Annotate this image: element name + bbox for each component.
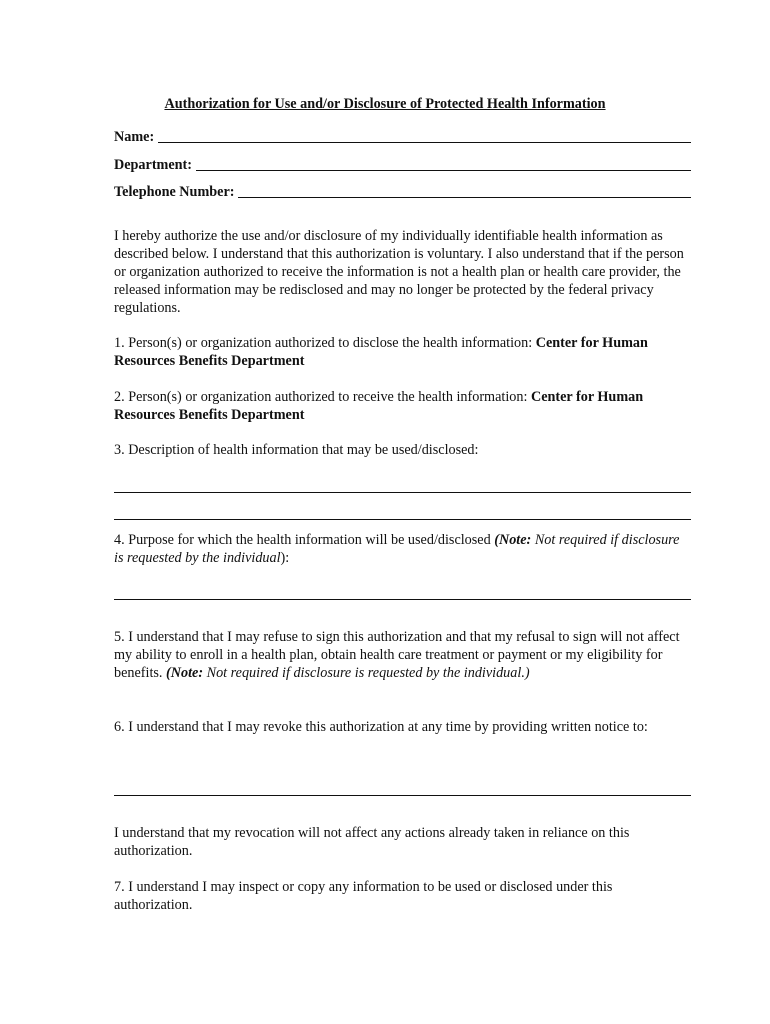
item-4-answer-line[interactable]: [114, 599, 691, 600]
telephone-label: Telephone Number:: [114, 184, 235, 200]
item-4-note-open: (: [494, 532, 499, 548]
item-2-receiving-party: Center for Human Resources Benefits Department: [114, 389, 644, 423]
item-3-answer-line-2[interactable]: [114, 519, 691, 520]
item-1-disclosing-party: Center for Human Resources Benefits Department: [114, 335, 648, 369]
item-4-note-text: Not required if disclosure is requested by the individual: [114, 532, 680, 566]
revocation-note-paragraph: I understand that my revocation will not affect any actions already taken in reliance on this authorization.: [114, 825, 630, 859]
intro-paragraph: I hereby authorize the use and/or disclosure of my individually identifiable health information as described below. I understand that this authorization is voluntary. I also understand that if the person or organization authorized to receive the information is not a health plan or health care provider, the released information may be redisclosed and may no longer be protected by the federal privacy regulations.: [114, 228, 684, 316]
item-4-note-label: Note:: [498, 532, 532, 548]
department-field-row: [114, 156, 691, 174]
name-label: Name:: [114, 129, 155, 145]
item-4-text: 4. Purpose for which the health information will be used/disclosed: [114, 532, 495, 548]
item-2-paragraph: [114, 388, 691, 424]
telephone-field-row: [114, 183, 691, 201]
item-7-paragraph: 7. I understand I may inspect or copy any information to be used or disclosed under this authorization.: [114, 879, 613, 913]
item-5-note-label: Note:: [170, 665, 204, 681]
telephone-input-line[interactable]: [238, 184, 691, 198]
item-4-note-close: ):: [280, 550, 290, 566]
item-5-text: 5. I understand that I may refuse to sign this authorization and that my refusal to sign will not affect my ability to enroll in a health plan, obtain health care treatment or payment or my eligibility for benefits.: [114, 629, 680, 681]
department-label: Department:: [114, 157, 193, 173]
item-3-answer-line-1[interactable]: [114, 492, 691, 493]
item-5-note-open: (: [166, 665, 171, 681]
item-6-paragraph: 6. I understand that I may revoke this authorization at any time by providing written notice to:: [114, 719, 648, 735]
item-5-note-text: Not required if disclosure is requested by the individual.): [203, 665, 530, 681]
name-field-row: [114, 128, 691, 146]
department-input-line[interactable]: [196, 157, 691, 171]
item-3-paragraph: 3. Description of health information that may be used/disclosed:: [114, 442, 479, 458]
item-1-text: 1. Person(s) or organization authorized to disclose the health information:: [114, 335, 536, 351]
item-2-text: 2. Person(s) or organization authorized to receive the health information:: [114, 389, 531, 405]
item-6-notice-line[interactable]: [114, 795, 691, 796]
item-1-paragraph: [114, 334, 691, 370]
item-4-paragraph: [114, 531, 691, 567]
item-5-paragraph: [114, 628, 691, 682]
name-input-line[interactable]: [158, 129, 691, 143]
form-title: Authorization for Use and/or Disclosure of Protected Health Information: [164, 96, 606, 112]
